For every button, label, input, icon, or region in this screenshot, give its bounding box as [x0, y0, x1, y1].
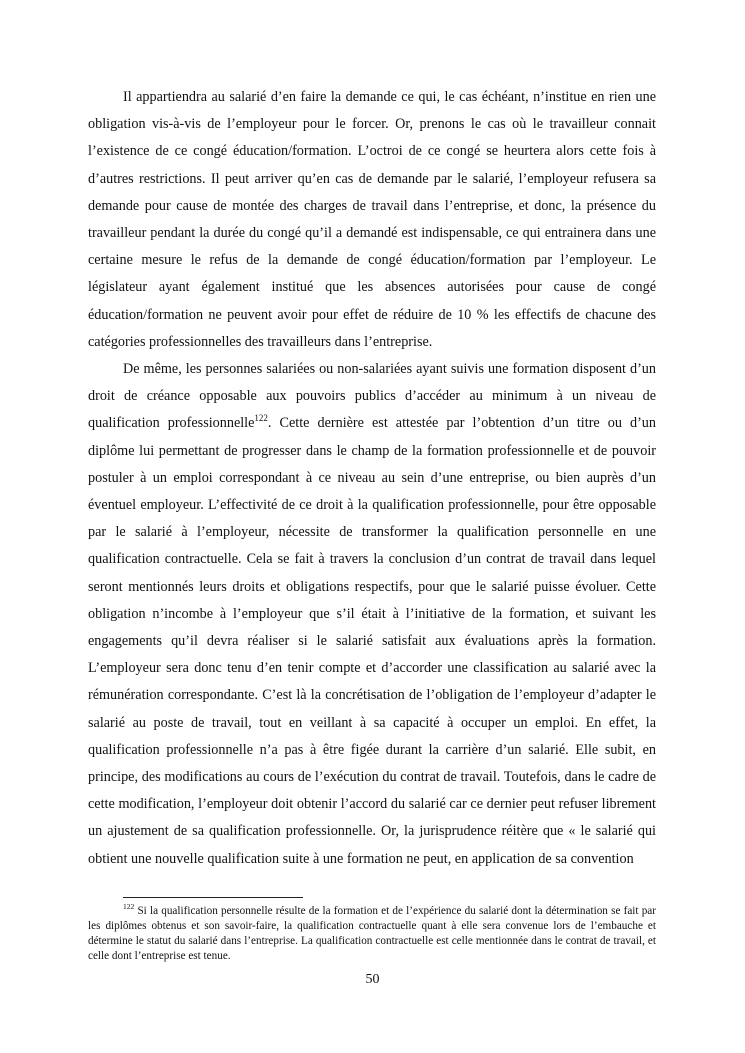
footnote-text: Si la qualification personnelle résulte de la formation et de l’expérience du salarié dont la détermination se fait par les diplômes obtenus et son savoir-faire, la qualification contractuelle quant à elle sera convenue lors de l’embauche et détermine le statut du salarié dans l’entreprise. La qualification contractuelle est celle mentionnée dans le contrat de travail, et celle dont l’entreprise est tenue.	[88, 905, 656, 962]
paragraph-2	[88, 356, 656, 873]
paragraph-2-text-before-ref: De même, les personnes salariées ou non-salariées ayant suivis une formation disposent d’un droit de créance opposable aux pouvoirs publics d’accéder au minimum à un niveau de qualification professionnelle	[88, 361, 656, 432]
footnote-separator	[123, 897, 303, 898]
paragraph-2-text-after-ref: . Cette dernière est attestée par l’obtention d’un titre ou d’un diplôme lui permettant de progresser dans le champ de la formation professionnelle et de pouvoir postuler à un emploi correspondant à ce niveau au sein d’une entreprise, ou bien auprès d’un éventuel employeur. L’effectivité de ce droit à la qualification professionnelle, pour être opposable par le salarié à l’employeur, nécessite de transformer la qualification personnelle en une qualification contractuelle. Cela se fait à travers la conclusion d’un contrat de travail dans lequel seront mentionnés leurs droits et obligations respectifs, pour que le salarié puisse évoluer. Cette obligation n’incombe à l’employeur que s’il était à l’initiative de la formation, et suivant les engagements qu’il devra réaliser si le salarié satisfait aux évaluations après la formation. L’employeur sera donc tenu d’en tenir compte et d’accorder une classification au salarié avec la rémunération correspondante. C’est là la concrétisation de l’obligation de l’employeur d’adapter le salarié au poste de travail, tout en veillant à sa capacité à occuper un emploi. En effet, la qualification professionnelle n’a pas à être figée durant la carrière d’un salarié. Elle subit, en principe, des modifications au cours de l’exécution du contrat de travail. Toutefois, dans le cadre de cette modification, l’employeur doit obtenir l’accord du salarié car ce dernier peut refuser librement un ajustement de sa qualification professionnelle. Or, la jurisprudence réitère que « le salarié qui obtient une nouvelle qualification suite à une formation ne peut, en application de sa convention	[88, 415, 656, 867]
body-text	[88, 84, 656, 873]
footnote-paragraph	[88, 904, 656, 964]
paragraph-1	[88, 84, 656, 356]
footnote-reference[interactable]: 122	[254, 413, 268, 424]
footnote	[88, 904, 656, 964]
paragraph-1-text: Il appartiendra au salarié d’en faire la demande ce qui, le cas échéant, n’institue en rien une obligation vis-à-vis de l’employeur pour le forcer. Or, prenons le cas où le travailleur connait l’existence de ce congé éducation/formation. L’octroi de ce congé se heurtera alors cette fois à d’autres restrictions. Il peut arriver qu’en cas de demande par le salarié, l’employeur refusera sa demande pour cause de montée des charges de travail dans l’entreprise, et donc, la présence du travailleur pendant la durée du congé qu’il a demandé est indispensable, ce qui entrainera dans une certaine mesure le refus de la demande de congé éducation/formation par l’employeur. Le législateur ayant également institué que les absences autorisées pour cause de congé éducation/formation ne peuvent avoir pour effet de réduire de 10 % les effectifs de chacune des catégories professionnelles des travailleurs dans l’entreprise.	[88, 89, 656, 350]
footnote-number: 122	[123, 902, 135, 911]
page-number: 50	[365, 972, 380, 987]
